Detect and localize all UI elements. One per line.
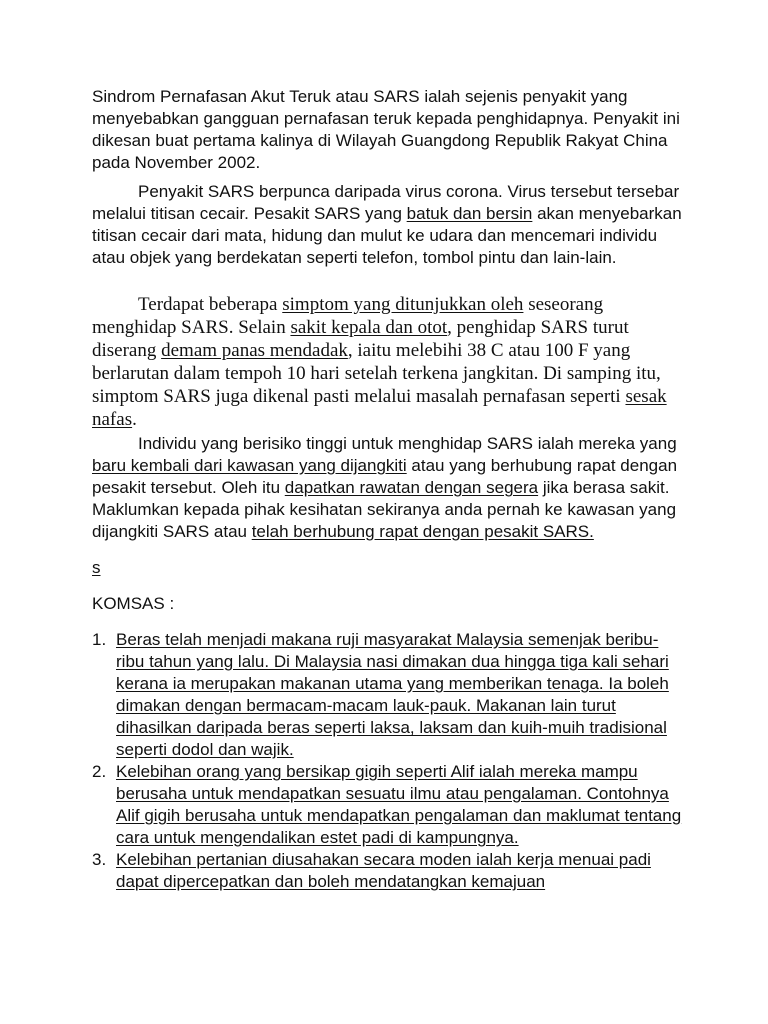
list-item xyxy=(92,849,682,893)
list-item xyxy=(92,629,682,761)
document-page xyxy=(92,86,682,893)
text-run: , iaitu melebihi 38 C atau 100 F yang berlarutan dalam tempoh 10 hari setelah terkena jangkitan. Di samping itu, simptom SARS juga dikenal pasti melalui masalah pernafasan seperti xyxy=(92,340,661,407)
underlined-phrase: telah berhubung rapat dengan pesakit SARS. xyxy=(251,522,594,541)
komsas-heading: KOMSAS : xyxy=(92,594,175,613)
komsas-list xyxy=(92,629,682,893)
list-number: 3. xyxy=(92,850,107,869)
paragraph-sars-symptoms xyxy=(92,293,682,431)
text-run: jika berasa sakit. Maklumkan kepada pihak kesihatan sekiranya anda pernah ke kawasan yang dijangkiti SARS atau xyxy=(92,478,677,541)
underlined-phrase: batuk dan bersin xyxy=(406,204,533,223)
underlined-phrase: simptom yang ditunjukkan oleh xyxy=(282,294,524,315)
underlined-phrase: demam panas mendadak xyxy=(161,340,348,361)
text-run: Individu yang berisiko tinggi untuk menghidap SARS ialah mereka yang xyxy=(138,434,677,453)
underlined-phrase: dapatkan rawatan dengan segera xyxy=(284,478,539,497)
list-item-text: Kelebihan orang yang bersikap gigih seperti Alif ialah mereka mampu berusaha untuk mendapatkan sesuatu ilmu atau pengalaman. Contohnya Alif gigih berusaha untuk mendapatkan pengalaman dan maklumat tentang cara untuk mengendalikan estet padi di kampungnya. xyxy=(116,762,682,847)
text-run: seseorang menghidap SARS. Selain xyxy=(92,294,604,338)
text-run: , penghidap SARS turut diserang xyxy=(92,317,629,361)
paragraph-sars-risk xyxy=(92,433,682,543)
text-run: Terdapat beberapa xyxy=(138,294,283,315)
text-run: atau yang berhubung rapat dengan pesakit tersebut. Oleh itu xyxy=(92,456,678,497)
underlined-phrase: sakit kepala dan otot xyxy=(290,317,448,338)
paragraph-sars-definition: Sindrom Pernafasan Akut Teruk atau SARS ialah sejenis penyakit yang menyebabkan gangguan pernafasan teruk kepada penghidapnya. Penyakit ini dikesan buat pertama kalinya di Wilayah Guangdong Republik Rakyat China pada November 2002. xyxy=(92,87,680,172)
text-run: akan menyebarkan titisan cecair dari mata, hidung dan mulut ke udara dan mencemari individu atau objek yang berdekatan seperti telefon, tombol pintu dan lain-lain. xyxy=(92,204,682,267)
list-item xyxy=(92,761,682,849)
list-number: 2. xyxy=(92,762,107,781)
list-item-text: Kelebihan pertanian diusahakan secara moden ialah kerja menuai padi dapat dipercepatkan dan boleh mendatangkan kemajuan xyxy=(116,850,651,891)
paragraph-sars-cause xyxy=(92,181,682,269)
text-run: Penyakit SARS berpunca daripada virus corona. Virus tersebut tersebar melalui titisan cecair. Pesakit SARS yang xyxy=(92,182,680,223)
list-item-text: Beras telah menjadi makana ruji masyarakat Malaysia semenjak beribu-ribu tahun yang lalu. Di Malaysia nasi dimakan dua hingga tiga kali sehari kerana ia merupakan makanan utama yang memberikan tenaga. Ia boleh dimakan dengan bermacam-macam lauk-pauk. Makanan lain turut dihasilkan daripada beras seperti laksa, laksam dan kuih-muih tradisional seperti dodol dan wajik. xyxy=(116,630,669,759)
underlined-phrase: baru kembali dari kawasan yang dijangkiti xyxy=(92,456,407,475)
text-run: . xyxy=(132,409,137,430)
underlined-phrase: sesak nafas xyxy=(92,386,667,430)
list-number: 1. xyxy=(92,630,107,649)
underlined-phrase: s xyxy=(92,558,101,577)
stray-character xyxy=(92,557,682,579)
